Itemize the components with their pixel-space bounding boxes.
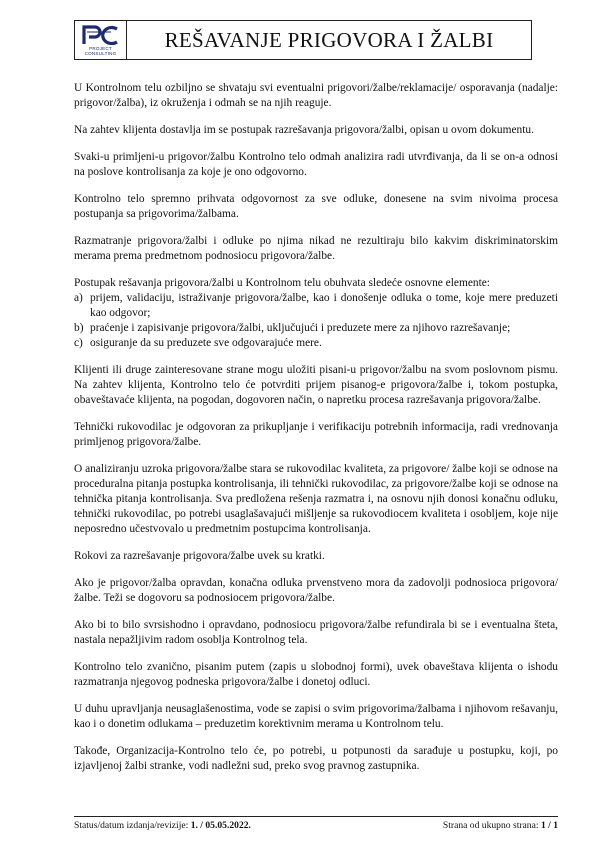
- paragraph: Ako je prigovor/žalba opravdan, konačna odluka prvenstveno mora da zadovolji podnosioca prigovora/žalbe. Teži se dogovoru sa podnosiocem prigovora/žalbe.: [74, 577, 558, 604]
- list-item: [74, 291, 558, 321]
- paragraph: Kontrolno telo zvanično, pisanim putem (zapis u slobodnoj formi), uvek obaveštava klijenta o ishodu razmatranja njegovog podneska prigovora/žalbe i donetoj odluci.: [74, 661, 558, 688]
- paragraph: Kontrolno telo spremno prihvata odgovornost za sve odluke, donesene na svim nivoima procesa postupanja sa prigovorima/žalbama.: [74, 193, 558, 220]
- list-item-text: praćenje i zapisivanje prigovora/žalbi, uključujući i preduzete mere za njihovo razrešavanje;: [90, 322, 511, 334]
- paragraph: Ako bi to bilo svrsishodno i opravdano, podnosiocu prigovora/žalbe refundirala bi se i eventualna šteta, nastala nepažljivim radom osoblja Kontrolnog tela.: [74, 619, 558, 646]
- logo-text-line1: PROJECT: [89, 46, 112, 51]
- paragraph: Razmatranje prigovora/žalbi i odluke po njima nikad ne rezultiraju bilo kakvim diskriminatorskim merama prema predmetnom podnosiocu prigovora/žalbe.: [74, 235, 558, 262]
- list-item-text: osiguranje da su preduzete sve odgovarajuće mere.: [90, 337, 322, 349]
- document-footer: [74, 816, 558, 831]
- paragraph: Rokovi za razrešavanje prigovora/žalbe uvek su kratki.: [74, 550, 325, 562]
- paragraph: Na zahtev klijenta dostavlja im se postupak razrešavanja prigovora/žalbi, opisan u ovom dokumentu.: [74, 124, 534, 136]
- paragraph: Svaki-u primljeni-u prigovor/žalbu Kontrolno telo odmah analizira radi utvrđivanja, da li se on-a odnosi na poslove kontrolisanja za koje je ono odgovorno.: [74, 151, 558, 178]
- paragraph: Takođe, Organizacija-Kontrolno telo će, po potrebi, u potpunosti da sarađuje u postupku, koji, po izjavljenoj žalbi stranke, vodi nadležni sud, preko svog pravnog zastupnika.: [74, 745, 558, 772]
- page-number: 1 / 1: [540, 820, 558, 831]
- logo-text-line2: CONSULTING: [84, 51, 117, 56]
- paragraph: U Kontrolnom telu ozbiljno se shvataju svi eventualni prigovori/žalbe/reklamacije/ osporavanja (nadalje: prigovor/žalba), iz okruženja i odmah se na njih reaguje.: [74, 82, 558, 109]
- list-marker: c): [74, 337, 83, 349]
- list-item: [74, 336, 558, 351]
- status-value: 1. / 05.05.2022.: [190, 820, 251, 831]
- page-label: Strana od ukupno strana:: [442, 820, 539, 831]
- page-info: [443, 820, 558, 831]
- list-marker: a): [74, 292, 83, 304]
- list-intro: Postupak rešavanja prigovora/žalbi u Kontrolnom telu obuhvata sledeće osnovne elemente:: [74, 277, 490, 289]
- document-title: REŠAVANJE PRIGOVORA I ŽALBI: [164, 27, 494, 52]
- list-marker: b): [74, 322, 84, 334]
- company-logo: [75, 21, 127, 59]
- status-label: Status/datum izdanja/revizije:: [74, 820, 189, 831]
- list-item: [74, 321, 558, 336]
- document-header: [74, 20, 532, 60]
- element-list: [74, 291, 558, 351]
- paragraph: Tehnički rukovodilac je odgovoran za prikupljanje i verifikaciju potrebnih informacija, radi vrednovanja primljenog prigovora/žalbe.: [74, 421, 558, 448]
- paragraph: Klijenti ili druge zainteresovane strane mogu uložiti pisani-u prigovor/žalbu na svom poslovnom pismu. Na zahtev klijenta, Kontrolno telo će potvrditi prijem pisanog-e prigovora/žalbe i, tokom postupka, obaveštavaće klijenta, na pogodan, dogovoren način, o napretku procesa razrešavanja prigovora/žalbe.: [74, 364, 558, 406]
- document-body: [74, 81, 558, 786]
- paragraph: O analiziranju uzroka prigovora/žalbe stara se rukovodilac kvaliteta, za prigovore/ žalbe koji se odnose na proceduralna pitanja postupka kontrolisanja, ili tehnički rukovodilac, za prigovore/žalbe koji se odnose na tehnička pitanja kontrolisanja. Sva predložena rešenja razmatra i, na osnovu njih donosi konačnu odluku, tehnički rukovodilac, po potrebi usaglašavajući mišljenje sa rukovodiocem kvaliteta i osobljem, koje nije neposredno učestvovalo u predmetnim postupcima kontrolisanja.: [74, 463, 558, 535]
- list-item-text: prijem, validaciju, istraživanje prigovora/žalbe, kao i donošenje odluka o tome, koje mere preduzeti kao odgovor;: [90, 292, 558, 319]
- pc-logo-icon: [81, 24, 121, 46]
- status-info: [74, 820, 251, 831]
- paragraph: U duhu upravljanja neusaglašenostima, vode se zapisi o svim prigovorima/žalbama i njihovom rešavanju, kao i o donetim odlukama – preduzetim korektivnim merama u Kontrolnom telu.: [74, 703, 558, 730]
